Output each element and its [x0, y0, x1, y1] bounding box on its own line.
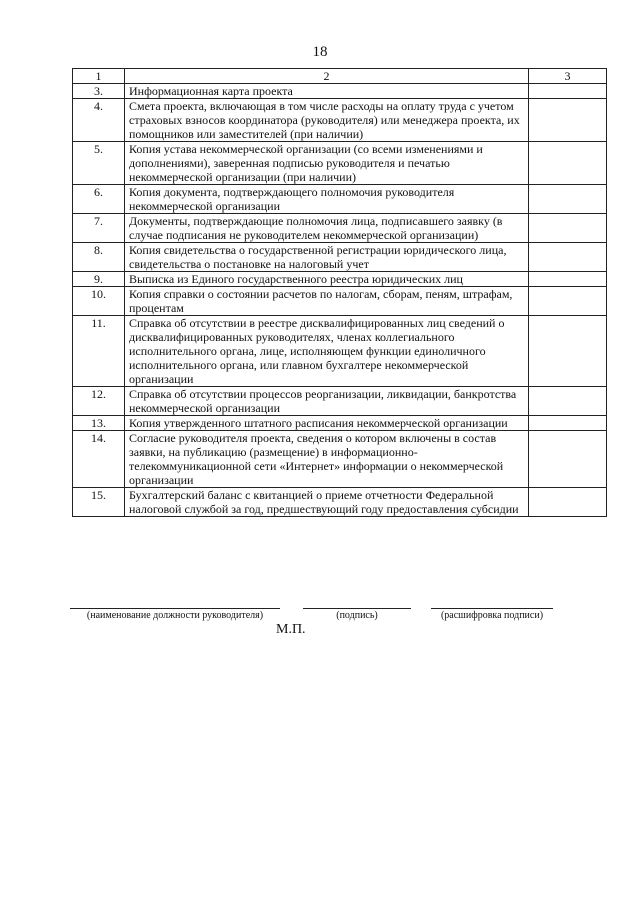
row-mark-cell	[529, 243, 607, 272]
row-document-name: Информационная карта проекта	[125, 84, 529, 99]
row-document-name: Копия утвержденного штатного расписания некоммерческой организации	[125, 416, 529, 431]
row-document-name: Справка об отсутствии в реестре дисквалифицированных лиц сведений о дисквалифицированных руководителях, членах коллегиального исполнительного органа, лице, исполняющем функции единоличного исполнительного органа, или главном бухгалтере некоммерческой организации	[125, 316, 529, 387]
row-number: 3.	[73, 84, 125, 99]
row-number: 14.	[73, 431, 125, 488]
row-document-name: Копия свидетельства о государственной регистрации юридического лица, свидетельства о постановке на налоговый учет	[125, 243, 529, 272]
header-cell-mark: 3	[529, 69, 607, 84]
stamp-mark: М.П.	[276, 622, 306, 637]
row-document-name: Согласие руководителя проекта, сведения о котором включены в состав заявки, на публикацию (размещение) в информационно-телекоммуникационной сети «Интернет» информации о некоммерческой организации	[125, 431, 529, 488]
table-row	[73, 488, 607, 517]
table-row	[73, 272, 607, 287]
table-row	[73, 214, 607, 243]
table-row	[73, 84, 607, 99]
signature-block	[0, 598, 640, 658]
table-row	[73, 416, 607, 431]
row-mark-cell	[529, 99, 607, 142]
row-mark-cell	[529, 387, 607, 416]
table-row	[73, 387, 607, 416]
row-mark-cell	[529, 84, 607, 99]
table-row	[73, 431, 607, 488]
row-mark-cell	[529, 416, 607, 431]
table-row	[73, 142, 607, 185]
row-number: 10.	[73, 287, 125, 316]
table-row	[73, 316, 607, 387]
row-document-name: Документы, подтверждающие полномочия лица, подписавшего заявку (в случае подписания не руководителем некоммерческой организации)	[125, 214, 529, 243]
table-header-row	[73, 69, 607, 84]
row-number: 13.	[73, 416, 125, 431]
header-cell-number: 1	[73, 69, 125, 84]
row-document-name: Выписка из Единого государственного реестра юридических лиц	[125, 272, 529, 287]
row-mark-cell	[529, 272, 607, 287]
row-mark-cell	[529, 316, 607, 387]
row-mark-cell	[529, 431, 607, 488]
row-number: 6.	[73, 185, 125, 214]
row-number: 11.	[73, 316, 125, 387]
page-number: 18	[312, 44, 328, 60]
row-document-name: Копия справки о состоянии расчетов по налогам, сборам, пеням, штрафам, процентам	[125, 287, 529, 316]
signature-caption: (подпись)	[336, 610, 378, 621]
row-document-name: Смета проекта, включающая в том числе расходы на оплату труда с учетом страховых взносов координатора (руководителя) или менеджера проекта, их помощников или заместителей (при наличии)	[125, 99, 529, 142]
row-number: 8.	[73, 243, 125, 272]
row-number: 7.	[73, 214, 125, 243]
table-row	[73, 99, 607, 142]
row-number: 5.	[73, 142, 125, 185]
decoding-caption: (расшифровка подписи)	[440, 610, 544, 621]
position-caption: (наименование должности руководителя)	[86, 610, 264, 621]
row-number: 9.	[73, 272, 125, 287]
table-row	[73, 185, 607, 214]
position-line	[70, 608, 280, 609]
row-document-name: Бухгалтерский баланс с квитанцией о приеме отчетности Федеральной налоговой службой за год, предшествующий году предоставления субсидии	[125, 488, 529, 517]
row-mark-cell	[529, 287, 607, 316]
row-mark-cell	[529, 185, 607, 214]
row-mark-cell	[529, 214, 607, 243]
table-row	[73, 243, 607, 272]
row-mark-cell	[529, 488, 607, 517]
row-number: 15.	[73, 488, 125, 517]
header-cell-document: 2	[125, 69, 529, 84]
table-row	[73, 287, 607, 316]
row-document-name: Копия устава некоммерческой организации (со всеми изменениями и дополнениями), заверенная подписью руководителя и печатью некоммерческой организации (при наличии)	[125, 142, 529, 185]
signature-line	[303, 608, 411, 609]
row-number: 12.	[73, 387, 125, 416]
decoding-line	[431, 608, 553, 609]
row-document-name: Копия документа, подтверждающего полномочия руководителя некоммерческой организации	[125, 185, 529, 214]
row-number: 4.	[73, 99, 125, 142]
row-document-name: Справка об отсутствии процессов реорганизации, ликвидации, банкротства некоммерческой организации	[125, 387, 529, 416]
row-mark-cell	[529, 142, 607, 185]
documents-table	[72, 68, 607, 517]
